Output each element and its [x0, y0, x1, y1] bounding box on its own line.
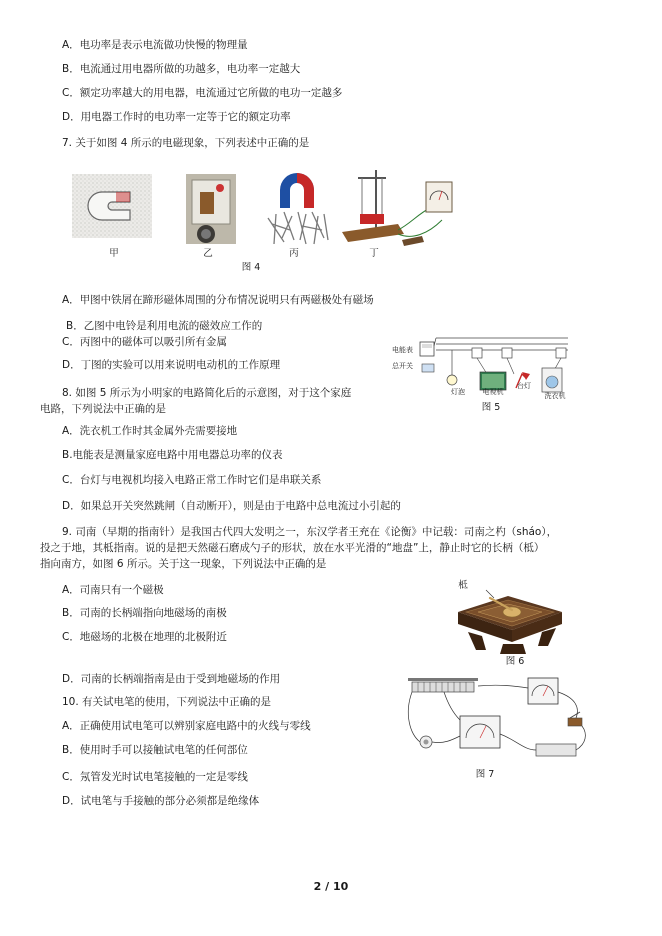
- q9-option-b: B．司南的长柄端指向地磁场的南极: [62, 607, 227, 619]
- figure7-caption: 图 7: [475, 769, 495, 780]
- page-number: 2 / 10: [313, 880, 349, 893]
- q9-stem-line3: 指向南方，如图 6 所示。关于这一现象，下列说法中正确的是: [40, 558, 327, 570]
- q8-option-b: B.电能表是测量家庭电路中用电器总功率的仪表: [62, 449, 283, 461]
- figure5-label-desk-lamp: 台灯: [517, 382, 531, 390]
- q7-stem: 7. 关于如图 4 所示的电磁现象，下列表述中正确的是: [62, 137, 310, 149]
- q9-stem-line2: 投之于地，其柢指南。说的是把天然磁石磨成勺子的形状，放在水平光滑的“地盘”上，静止时它的长柄（柢）: [40, 542, 545, 554]
- figure4-label-ding: 丁: [369, 248, 379, 259]
- q10-option-c: C．氖管发光时试电笔接触的一定是零线: [62, 771, 248, 783]
- q10-option-a: A．正确使用试电笔可以辨别家庭电路中的火线与零线: [62, 720, 311, 732]
- q8-stem-line1: 8. 如图 5 所示为小明家的电路简化后的示意图，对于这个家庭: [62, 387, 352, 399]
- q7-option-d: D．丁图的实验可以用来说明电动机的工作原理: [62, 359, 281, 371]
- q8-option-c: C．台灯与电视机均接入电路正常工作时它们是串联关系: [62, 474, 322, 486]
- figure4-yi-electric-bell: [186, 174, 236, 244]
- q7-option-c: C．丙图中的磁体可以吸引所有金属: [62, 336, 227, 348]
- q10-option-d: D．试电笔与手接触的部分必须都是绝缘体: [62, 795, 260, 807]
- q7-option-b: B．乙图中电铃是利用电流的磁效应工作的: [66, 320, 263, 332]
- figure6-label-di: 柢: [458, 580, 468, 591]
- q8-option-a: A．洗衣机工作时其金属外壳需要接地: [62, 425, 238, 437]
- q9-option-d: D．司南的长柄端指南是由于受到地磁场的作用: [62, 673, 281, 685]
- figure7-circuit-apparatus: [404, 674, 596, 772]
- q8-stem-line2: 电路，下列说法中正确的是: [40, 403, 166, 415]
- q9-option-a: A．司南只有一个磁极: [62, 584, 164, 596]
- figure5-label-tv: 电视机: [482, 388, 504, 396]
- q6-option-a: A．电功率是表示电流做功快慢的物理量: [62, 39, 248, 51]
- figure5-label-lamp: 灯泡: [451, 388, 465, 396]
- q9-stem-line1: 9. 司南（早期的指南针）是我国古代四大发明之一，东汉学者王充在《论衡》中记载：司南之杓（sháo），: [62, 526, 558, 538]
- q6-option-b: B．电流通过用电器所做的功越多，电功率一定越大: [62, 63, 301, 75]
- figure4-label-yi: 乙: [203, 248, 213, 259]
- q8-option-d: D．如果总开关突然跳闸（自动断开），则是由于电路中总电流过小引起的: [62, 500, 401, 512]
- figure5-label-main-switch: 总开关: [392, 362, 413, 370]
- q6-option-c: C．额定功率越大的用电器，电流通过它所做的电功一定越多: [62, 87, 343, 99]
- q7-option-a: A．甲图中铁屑在蹄形磁体周围的分布情况说明只有两磁极处有磁场: [62, 294, 374, 306]
- figure4-jia-iron-filings: [72, 174, 152, 238]
- figure5-caption: 图 5: [481, 402, 501, 413]
- figure4-label-bing: 丙: [289, 248, 299, 259]
- figure4-caption: 图 4: [241, 262, 261, 273]
- q6-option-d: D．用电器工作时的电功率一定等于它的额定功率: [62, 111, 291, 123]
- q10-stem: 10. 有关试电笔的使用，下列说法中正确的是: [62, 696, 272, 708]
- figure4-ding-apparatus: [338, 164, 460, 248]
- figure5-label-washer: 洗衣机: [544, 392, 566, 400]
- figure5-label-meter: 电能表: [392, 346, 413, 354]
- q10-option-b: B．使用时手可以接触试电笔的任何部位: [62, 744, 248, 756]
- figure6-caption: 图 6: [505, 656, 525, 667]
- q9-option-c: C．地磁场的北极在地理的北极附近: [62, 631, 227, 643]
- figure4-label-jia: 甲: [109, 248, 119, 259]
- figure4-bing-magnet: [262, 168, 332, 246]
